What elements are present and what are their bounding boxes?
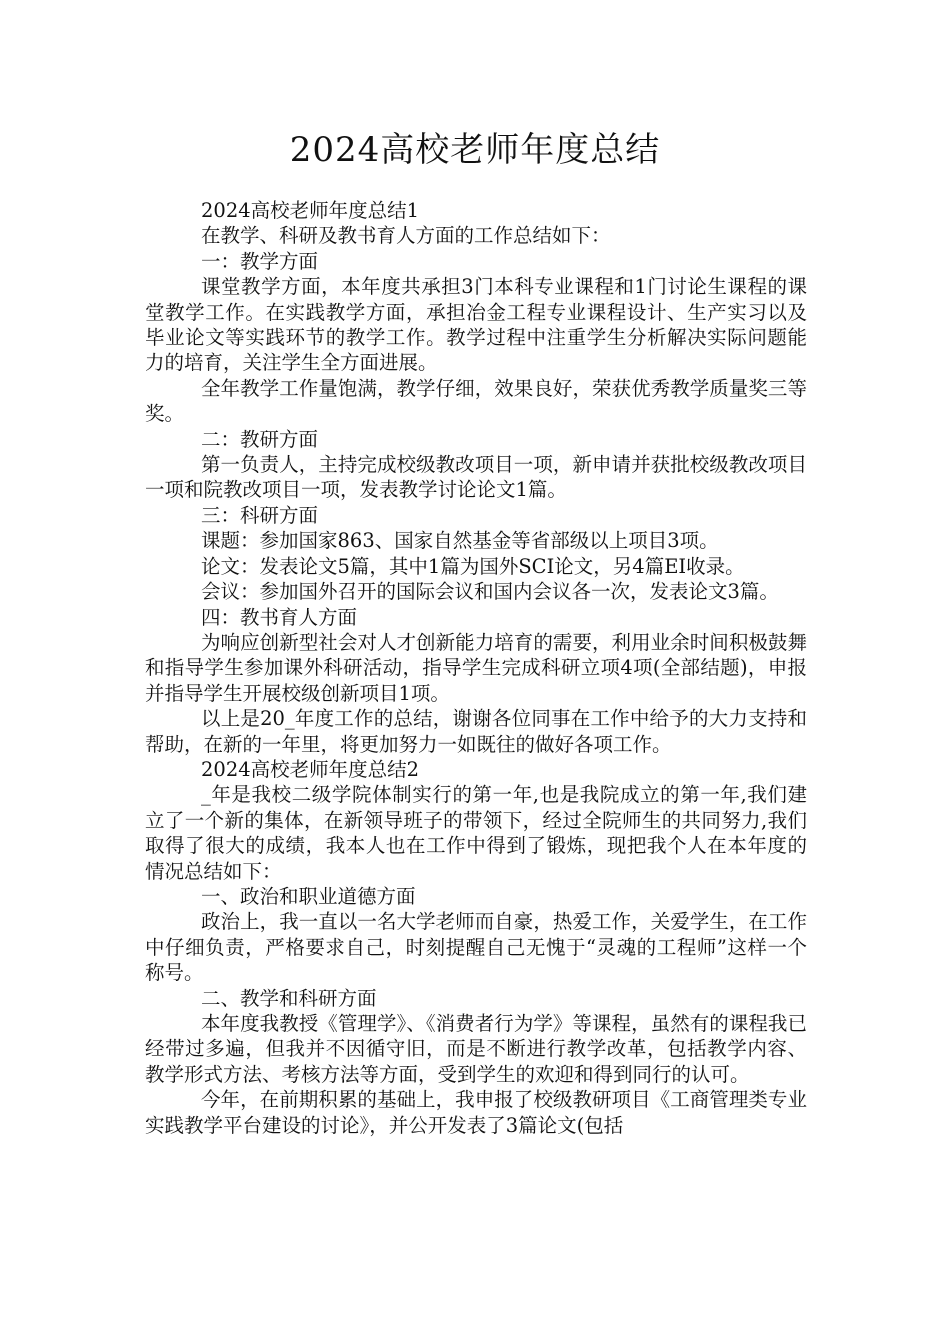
paragraph-teaching: 课堂教学方面，本年度共承担3门本科专业课程和1门讨论生课程的课堂教学工作。在实践教学方面，承担冶金工程专业课程设计、生产实习以及毕业论文等实践环节的教学工作。教学过程中注重学生分析解决实际问题能力的培育，关注学生全方面进展。	[145, 275, 807, 375]
intro-paragraph: 在教学、科研及教书育人方面的工作总结如下：	[201, 224, 611, 248]
subheading-teaching-research: 二：教研方面	[201, 427, 319, 451]
subheading-teaching-and-research: 二、教学和科研方面	[201, 986, 377, 1010]
paragraph-teaching-research: 第一负责人，主持完成校级教改项目一项，新申请并获批校级教改项目一项和院教改项目一项，发表教学讨论论文1篇。	[145, 453, 807, 502]
subheading-politics: 一、政治和职业道德方面	[201, 884, 416, 908]
section-heading-1: 2024高校老师年度总结1	[201, 199, 420, 222]
section-heading-2: 2024高校老师年度总结2	[201, 757, 420, 781]
paragraph-papers: 论文：发表论文5篇，其中1篇为国外SCI论文，另4篇EI收录。	[201, 554, 745, 578]
document-title: 2024高校老师年度总结	[289, 130, 661, 170]
paragraph-education: 为响应创新型社会对人才创新能力培育的需要，利用业余时间积极鼓舞和指导学生参加课外科研活动，指导学生完成科研立项4项(全部结题)，申报并指导学生开展校级创新项目1项。	[145, 630, 807, 705]
paragraph-conferences: 会议：参加国外召开的国际会议和国内会议各一次，发表论文3篇。	[201, 580, 779, 604]
document-body	[145, 198, 807, 1138]
paragraph-courses: 本年度我教授《管理学》、《消费者行为学》等课程，虽然有的课程我已经带过多遍，但我并不因循守旧，而是不断进行教学改革，包括教学内容、教学形式方法、考核方法等方面，受到学生的欢迎和得到同行的认可。	[145, 1012, 807, 1086]
paragraph-intro-2: _年是我校二级学院体制实行的第一年,也是我院成立的第一年,我们建立了一个新的集体，在新领导班子的带领下，经过全院师生的共同努力,我们取得了很大的成绩，我本人也在工作中得到了锻炼，现把我个人在本年度的情况总结如下：	[145, 783, 807, 883]
subheading-teaching: 一：教学方面	[201, 249, 319, 273]
paragraph-projects: 课题：参加国家863、国家自然基金等省部级以上项目3项。	[201, 529, 719, 553]
paragraph-research-project: 今年，在前期积累的基础上，我申报了校级教研项目《工商管理类专业实践教学平台建设的讨论》，并公开发表了3篇论文(包括	[145, 1088, 807, 1137]
subheading-research: 三：科研方面	[201, 503, 319, 527]
subheading-education: 四：教书育人方面	[201, 605, 358, 629]
paragraph-politics: 政治上，我一直以一名大学老师而自豪，热爱工作，关爱学生，在工作中仔细负责，严格要求自己，时刻提醒自己无愧于“灵魂的工程师”这样一个称号。	[145, 910, 807, 985]
paragraph-summary: 以上是20_年度工作的总结，谢谢各位同事在工作中给予的大力支持和帮助，在新的一年里，将更加努力一如既往的做好各项工作。	[145, 707, 807, 756]
paragraph-teaching-result: 全年教学工作量饱满，教学仔细，效果良好，荣获优秀教学质量奖三等奖。	[145, 376, 807, 426]
